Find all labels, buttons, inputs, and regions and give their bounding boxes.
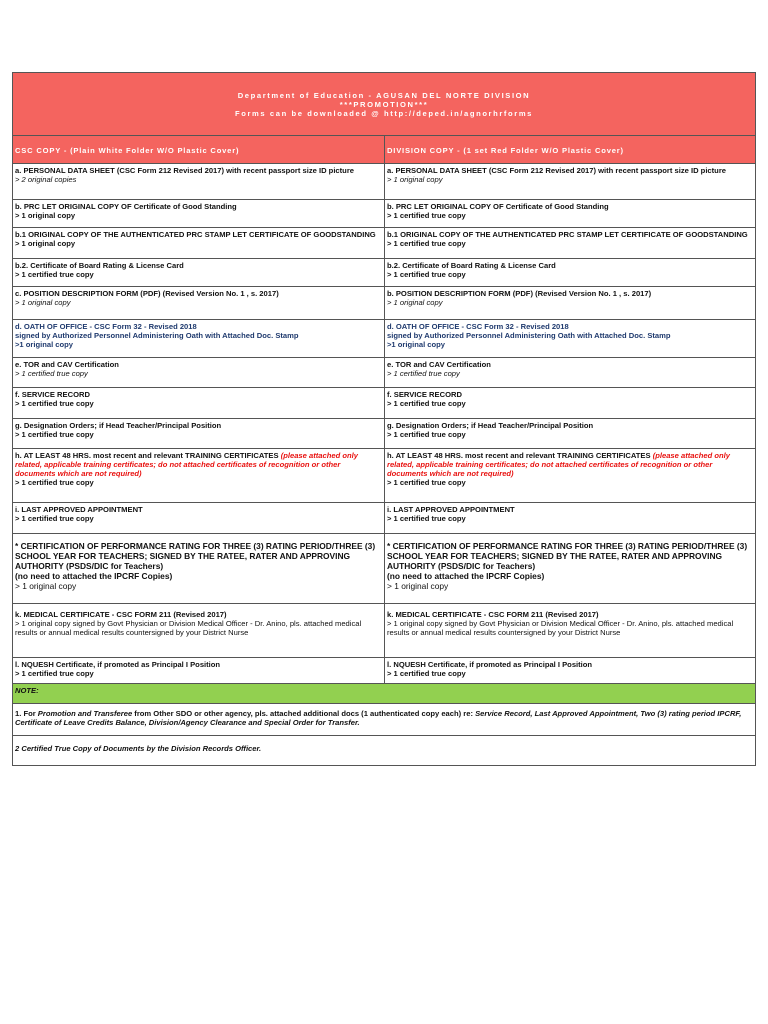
item-copies: > 1 original copy <box>15 298 71 307</box>
column-header-division-copy: DIVISION COPY - (1 set Red Folder W/O Plastic Cover) <box>385 136 756 164</box>
item-copies: > 1 certified true copy <box>387 430 466 439</box>
item-copies: > 1 certified true copy <box>387 669 466 678</box>
note-item-2: 2 Certified True Copy of Documents by the Division Records Officer. <box>13 736 756 766</box>
table-row <box>13 534 756 604</box>
table-row <box>13 287 756 320</box>
table-row <box>13 320 756 358</box>
division-cell <box>385 503 756 534</box>
item-title: e. TOR and CAV Certification <box>15 360 119 369</box>
training-warning: (please attached only related, applicable training certificates; do not attached certificates of recognition or other documents which are not required) <box>15 451 358 478</box>
division-cell <box>385 604 756 658</box>
csc-cell <box>13 658 385 684</box>
table-row <box>13 200 756 228</box>
division-cell <box>385 419 756 449</box>
item-title: d. OATH OF OFFICE - CSC Form 32 - Revised 2018 <box>15 322 197 331</box>
item-copies: > 1 original copy <box>387 581 449 591</box>
item-title: c. POSITION DESCRIPTION FORM (PDF) (Revised Version No. 1 , s. 2017) <box>15 289 279 298</box>
csc-cell <box>13 449 385 503</box>
item-copies: > 2 original copies <box>15 175 77 184</box>
table-row <box>13 228 756 259</box>
item-copies: > 1 certified true copy <box>15 399 94 408</box>
item-title: b. PRC LET ORIGINAL COPY OF Certificate of Good Standing <box>387 202 609 211</box>
division-cell <box>385 287 756 320</box>
item-title: h. AT LEAST 48 HRS. most recent and relevant TRAINING CERTIFICATES <box>387 451 651 460</box>
item-copies: > 1 certified true copy <box>15 270 94 279</box>
division-cell <box>385 164 756 200</box>
page-header <box>13 73 756 136</box>
table-row <box>13 503 756 534</box>
csc-cell <box>13 259 385 287</box>
division-cell <box>385 358 756 388</box>
item-copies: > 1 certified true copy <box>387 478 466 487</box>
item-title: h. AT LEAST 48 HRS. most recent and relevant TRAINING CERTIFICATES <box>15 451 279 460</box>
item-copies: > 1 original copy <box>387 175 443 184</box>
note-item-1-emphasis-b: Service Record, Last Approved Appointment, Two (3) rating period IPCRF, Certificate of Leave Credits Balance, Division/Agency Clearance and Special Order for Transfer. <box>15 709 742 727</box>
item-copies: > 1 certified true copy <box>387 399 466 408</box>
item-copies: > 1 certified true copy <box>15 430 94 439</box>
table-row <box>13 419 756 449</box>
item-copies: > 1 original copy <box>387 298 443 307</box>
item-copies: > 1 original copy <box>15 211 76 220</box>
item-title: b.1 ORIGINAL COPY OF THE AUTHENTICATED PRC STAMP LET CERTIFICATE OF GOODSTANDING <box>15 230 376 239</box>
division-cell <box>385 534 756 604</box>
table-row <box>13 164 756 200</box>
item-title: g. Designation Orders; if Head Teacher/Principal Position <box>387 421 594 430</box>
csc-cell <box>13 200 385 228</box>
item-title: d. OATH OF OFFICE - CSC Form 32 - Revised 2018 <box>387 322 569 331</box>
table-row <box>13 604 756 658</box>
item-title: l. NQUESH Certificate, if promoted as Principal I Position <box>15 660 221 669</box>
note-item-1-lead: 1. For <box>15 709 38 718</box>
item-detail: signed by Authorized Personnel Administering Oath with Attached Doc. Stamp <box>15 331 299 340</box>
item-title: b. PRC LET ORIGINAL COPY OF Certificate of Good Standing <box>15 202 237 211</box>
training-text <box>15 451 382 478</box>
item-detail: > 1 original copy signed by Govt Physician or Division Medical Officer - Dr. Anino, pls. attached medical results or annual medical results countersigned by your District Nurse <box>387 619 734 637</box>
column-header-csc-copy: CSC COPY - (Plain White Folder W/O Plastic Cover) <box>13 136 385 164</box>
division-cell <box>385 200 756 228</box>
table-row <box>13 388 756 419</box>
csc-cell <box>13 228 385 259</box>
item-title: k. MEDICAL CERTIFICATE - CSC FORM 211 (Revised 2017) <box>387 610 599 619</box>
item-detail: > 1 original copy signed by Govt Physician or Division Medical Officer - Dr. Anino, pls. attached medical results or annual medical results countersigned by your District Nurse <box>15 619 362 637</box>
header-promotion: ***PROMOTION*** <box>339 100 429 109</box>
item-copies: > 1 certified true copy <box>15 669 94 678</box>
item-copies: > 1 certified true copy <box>387 211 466 220</box>
division-cell <box>385 259 756 287</box>
item-copies: > 1 original copy <box>15 239 76 248</box>
division-cell <box>385 228 756 259</box>
csc-cell <box>13 503 385 534</box>
item-title: a. PERSONAL DATA SHEET (CSC Form 212 Revised 2017) with recent passport size ID picture <box>387 166 726 175</box>
item-title: f. SERVICE RECORD <box>15 390 90 399</box>
item-detail: (no need to attached the IPCRF Copies) <box>387 571 545 581</box>
item-copies: > 1 certified true copy <box>387 514 466 523</box>
csc-cell <box>13 419 385 449</box>
division-cell <box>385 320 756 358</box>
csc-cell <box>13 604 385 658</box>
item-title: k. MEDICAL CERTIFICATE - CSC FORM 211 (Revised 2017) <box>15 610 227 619</box>
item-copies: > 1 certified true copy <box>15 514 94 523</box>
header-department: Department of Education - AGUSAN DEL NORTE DIVISION <box>237 91 531 100</box>
note-label: NOTE: <box>13 684 756 704</box>
item-copies: > 1 certified true copy <box>15 369 88 378</box>
item-copies: >1 original copy <box>15 340 74 349</box>
item-title: g. Designation Orders; if Head Teacher/Principal Position <box>15 421 222 430</box>
item-title: i. LAST APPROVED APPOINTMENT <box>387 505 515 514</box>
table-row <box>13 658 756 684</box>
item-copies: > 1 certified true copy <box>387 369 460 378</box>
csc-cell <box>13 388 385 419</box>
item-title: b.2. Certificate of Board Rating & License Card <box>387 261 556 270</box>
division-cell <box>385 388 756 419</box>
item-title: i. LAST APPROVED APPOINTMENT <box>15 505 143 514</box>
item-title: f. SERVICE RECORD <box>387 390 462 399</box>
division-cell <box>385 658 756 684</box>
requirements-table <box>12 72 756 766</box>
item-title: a. PERSONAL DATA SHEET (CSC Form 212 Revised 2017) with recent passport size ID picture <box>15 166 354 175</box>
item-detail: signed by Authorized Personnel Administering Oath with Attached Doc. Stamp <box>387 331 671 340</box>
table-row <box>13 449 756 503</box>
note-item-1 <box>13 704 756 736</box>
item-copies: > 1 certified true copy <box>387 270 466 279</box>
item-title: b.1 ORIGINAL COPY OF THE AUTHENTICATED PRC STAMP LET CERTIFICATE OF GOODSTANDING <box>387 230 748 239</box>
item-title: * CERTIFICATION OF PERFORMANCE RATING FOR THREE (3) RATING PERIOD/THREE (3) SCHOOL YEAR FOR TEACHERS; SIGNED BY THE RATEE, RATER AND APPROVING AUTHORITY (PSDS/DIC for Teachers) <box>15 541 376 571</box>
item-copies: > 1 original copy <box>15 581 77 591</box>
csc-cell <box>13 320 385 358</box>
note-item-1-emphasis-a: Promotion and Transferee <box>37 709 133 718</box>
division-cell <box>385 449 756 503</box>
item-title: b. POSITION DESCRIPTION FORM (PDF) (Revised Version No. 1 , s. 2017) <box>387 289 652 298</box>
item-detail: (no need to attached the IPCRF Copies) <box>15 571 173 581</box>
csc-cell <box>13 534 385 604</box>
note-item-1-middle: from Other SDO or other agency, pls. attached additional docs (1 authenticated copy each) re: <box>132 709 476 718</box>
item-copies: >1 original copy <box>387 340 446 349</box>
csc-cell <box>13 358 385 388</box>
item-copies: > 1 certified true copy <box>15 478 94 487</box>
table-row <box>13 259 756 287</box>
item-copies: > 1 certified true copy <box>387 239 466 248</box>
csc-cell <box>13 164 385 200</box>
csc-cell <box>13 287 385 320</box>
training-warning: (please attached only related, applicable training certificates; do not attached certificates of recognition or other documents which are not required) <box>387 451 730 478</box>
header-forms-link: Forms can be downloaded @ http://deped.in/agnorhrforms <box>235 109 534 118</box>
item-title: * CERTIFICATION OF PERFORMANCE RATING FOR THREE (3) RATING PERIOD/THREE (3) SCHOOL YEAR FOR TEACHERS; SIGNED BY THE RATEE, RATER AND APPROVING AUTHORITY (PSDS/DIC for Teachers) <box>387 541 748 571</box>
table-row <box>13 358 756 388</box>
item-title: b.2. Certificate of Board Rating & License Card <box>15 261 184 270</box>
training-text <box>387 451 753 478</box>
item-title: l. NQUESH Certificate, if promoted as Principal I Position <box>387 660 593 669</box>
item-title: e. TOR and CAV Certification <box>387 360 491 369</box>
